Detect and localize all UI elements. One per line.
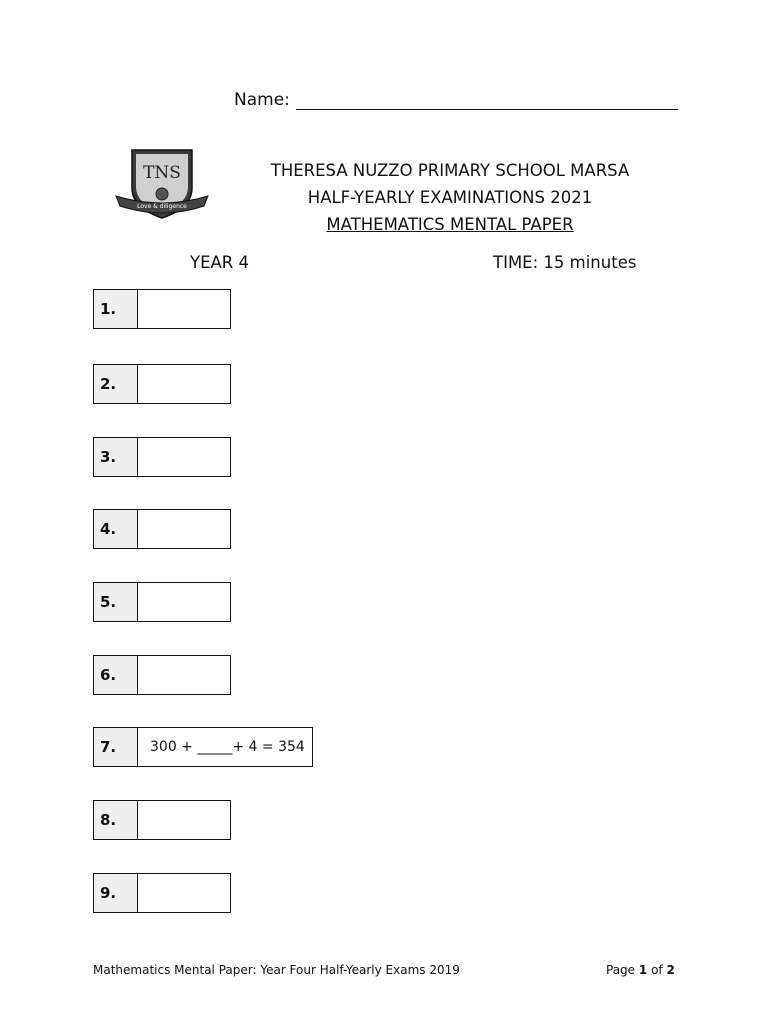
exam-title: HALF-YEARLY EXAMINATIONS 2021 [307,188,593,207]
question-number: 1. [94,290,138,328]
name-underline[interactable] [296,91,678,110]
answer-box[interactable] [138,583,230,621]
question-row-3 [93,437,231,477]
page-of: of [651,963,663,977]
question-row-2 [93,364,231,404]
question-row-8 [93,800,231,840]
question-row-7 [93,727,313,767]
question-number: 6. [94,656,138,694]
page-total: 2 [666,963,675,977]
crest-letters: TNS [143,163,181,183]
exam-header [255,157,645,238]
answer-box[interactable] [138,365,230,403]
question-number: 4. [94,510,138,548]
page-current: 1 [638,963,648,977]
question-row-4 [93,509,231,549]
answer-box[interactable]: 300 + _____+ 4 = 354 [138,728,312,766]
time-label: TIME: 15 minutes [493,253,637,272]
page-indicator [606,963,675,977]
page-prefix: Page [606,963,636,977]
question-number: 7. [94,728,138,766]
answer-box[interactable] [138,874,230,912]
crest-motto: Love & diligence [137,203,187,210]
question-number: 8. [94,801,138,839]
question-row-5 [93,582,231,622]
name-label: Name: [234,90,290,110]
paper-title: MATHEMATICS MENTAL PAPER [326,215,574,234]
answer-box[interactable] [138,438,230,476]
question-number: 2. [94,365,138,403]
school-crest-logo [112,144,212,220]
question-number: 3. [94,438,138,476]
question-number: 9. [94,874,138,912]
school-name: THERESA NUZZO PRIMARY SCHOOL MARSA [270,161,630,180]
year-label: YEAR 4 [190,253,249,272]
answer-box[interactable] [138,801,230,839]
name-field-row [234,90,678,110]
footer-title: Mathematics Mental Paper: Year Four Half-Yearly Exams 2019 [93,963,460,977]
answer-box[interactable] [138,510,230,548]
question-row-6 [93,655,231,695]
answer-box[interactable] [138,656,230,694]
answer-box[interactable] [138,290,230,328]
question-row-1 [93,289,231,329]
question-number: 5. [94,583,138,621]
question-row-9 [93,873,231,913]
